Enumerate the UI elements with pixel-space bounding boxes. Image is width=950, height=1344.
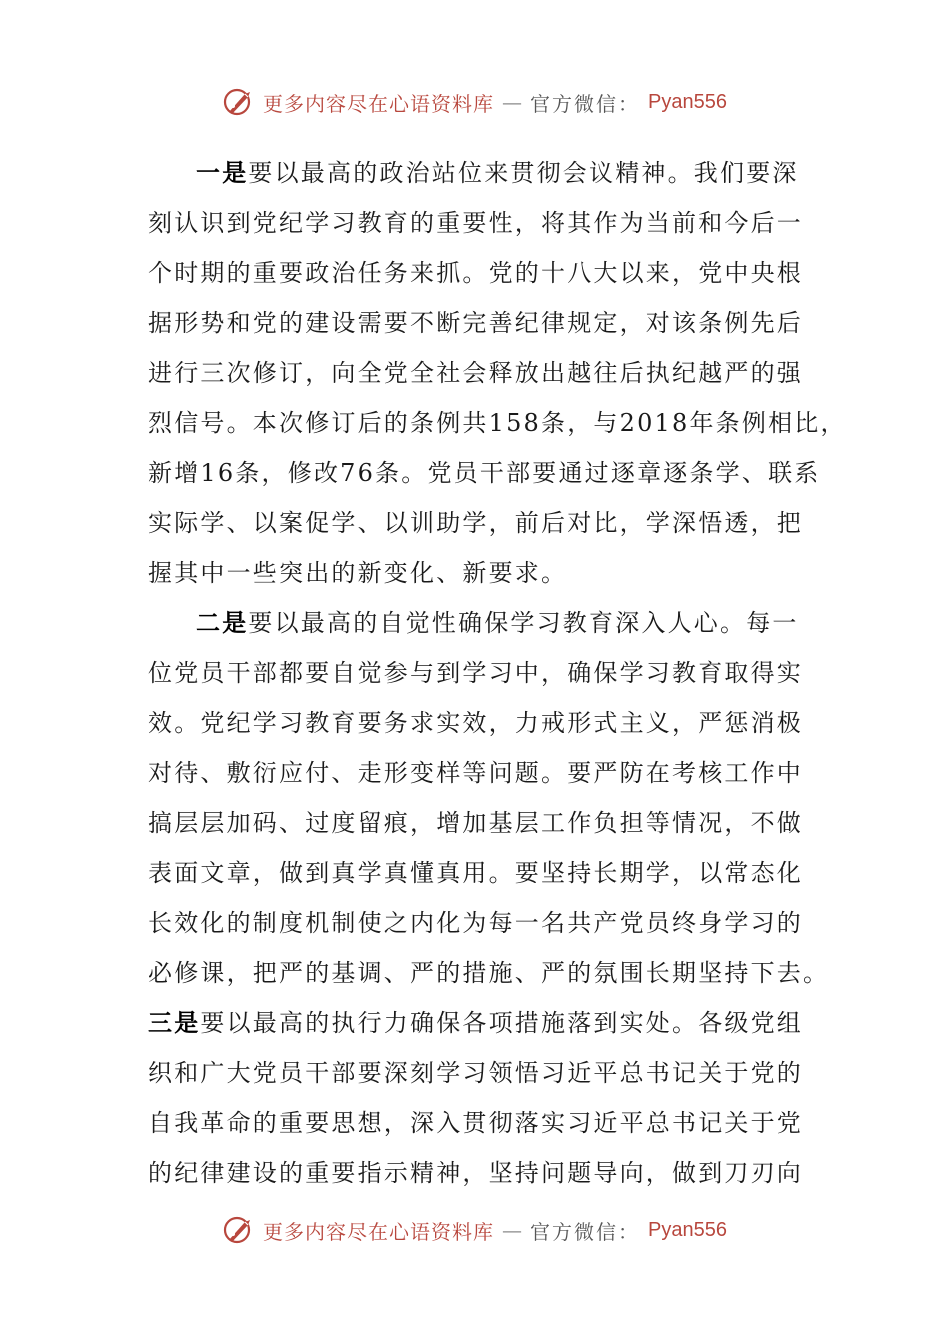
text-line: 表面文章，做到真学真懂真用。要坚持长期学，以常态化 [148,859,803,887]
text-line: 织和广大党员干部要深刻学习领悟习近平总书记关于党的 [148,1059,803,1087]
paragraph-1-lead: 一是 [196,158,249,187]
document-body [148,148,847,1198]
text-line: 对待、敷衍应付、走形变样等问题。要严防在考核工作中 [148,759,803,787]
pen-nib-logo-icon [223,86,255,118]
text-line: 要以最高的政治站位来贯彻会议精神。我们要深 [248,159,799,187]
paragraph-2-line-1 [148,598,808,648]
text-line: 搞层层加码、过度留痕，增加基层工作负担等情况，不做 [148,809,803,837]
paragraph-3-line-1 [148,998,808,1048]
text-line: 实际学、以案促学、以训助学，前后对比，学深悟透，把 [148,509,803,537]
text-line: 握其中一些突出的新变化、新要求。 [148,559,568,587]
paragraph-1-line-1 [148,148,808,198]
paragraph-3-lead: 三是 [148,1008,201,1037]
text-line: 要以最高的执行力确保各项措施落到实处。各级党组 [200,1009,804,1037]
banner-separator: — [502,90,523,114]
text-line: 的纪律建设的重要指示精神，坚持问题导向，做到刀刃向 [148,1159,803,1187]
text-line: 新增16条，修改76条。党员干部要通过逐章逐条学、联系 [148,459,821,487]
banner-wechat-label: 官方微信： [530,1219,641,1244]
banner-wechat-id: Pyan556 [648,1218,727,1241]
pen-nib-logo-icon [223,1214,255,1246]
header-banner [0,82,950,122]
text-line: 长效化的制度机制使之内化为每一名共产党员终身学习的 [148,909,803,937]
text-line: 个时期的重要政治任务来抓。党的十八大以来，党中央根 [148,259,803,287]
text-line: 效。党纪学习教育要务求实效，力戒形式主义，严惩消极 [148,709,803,737]
banner-site-text: 更多内容尽在心语资料库 [263,1219,495,1244]
text-line: 要以最高的自觉性确保学习教育深入人心。每一 [248,609,799,637]
banner-separator: — [502,1218,523,1242]
text-line: 位党员干部都要自觉参与到学习中，确保学习教育取得实 [148,659,803,687]
text-line: 烈信号。本次修订后的条例共158条，与2018年条例相比， [148,409,847,437]
text-line: 进行三次修订，向全党全社会释放出越往后执纪越严的强 [148,359,803,387]
banner-wechat-label: 官方微信： [530,91,641,116]
footer-banner [0,1210,950,1250]
banner-wechat-id: Pyan556 [648,90,727,113]
text-line: 刻认识到党纪学习教育的重要性，将其作为当前和今后一 [148,209,803,237]
text-line: 必修课，把严的基调、严的措施、严的氛围长期坚持下去。 [148,959,830,987]
banner-site-text: 更多内容尽在心语资料库 [263,91,495,116]
text-line: 自我革命的重要思想，深入贯彻落实习近平总书记关于党 [148,1109,803,1137]
text-line: 据形势和党的建设需要不断完善纪律规定，对该条例先后 [148,309,803,337]
paragraph-2-lead: 二是 [196,608,249,637]
